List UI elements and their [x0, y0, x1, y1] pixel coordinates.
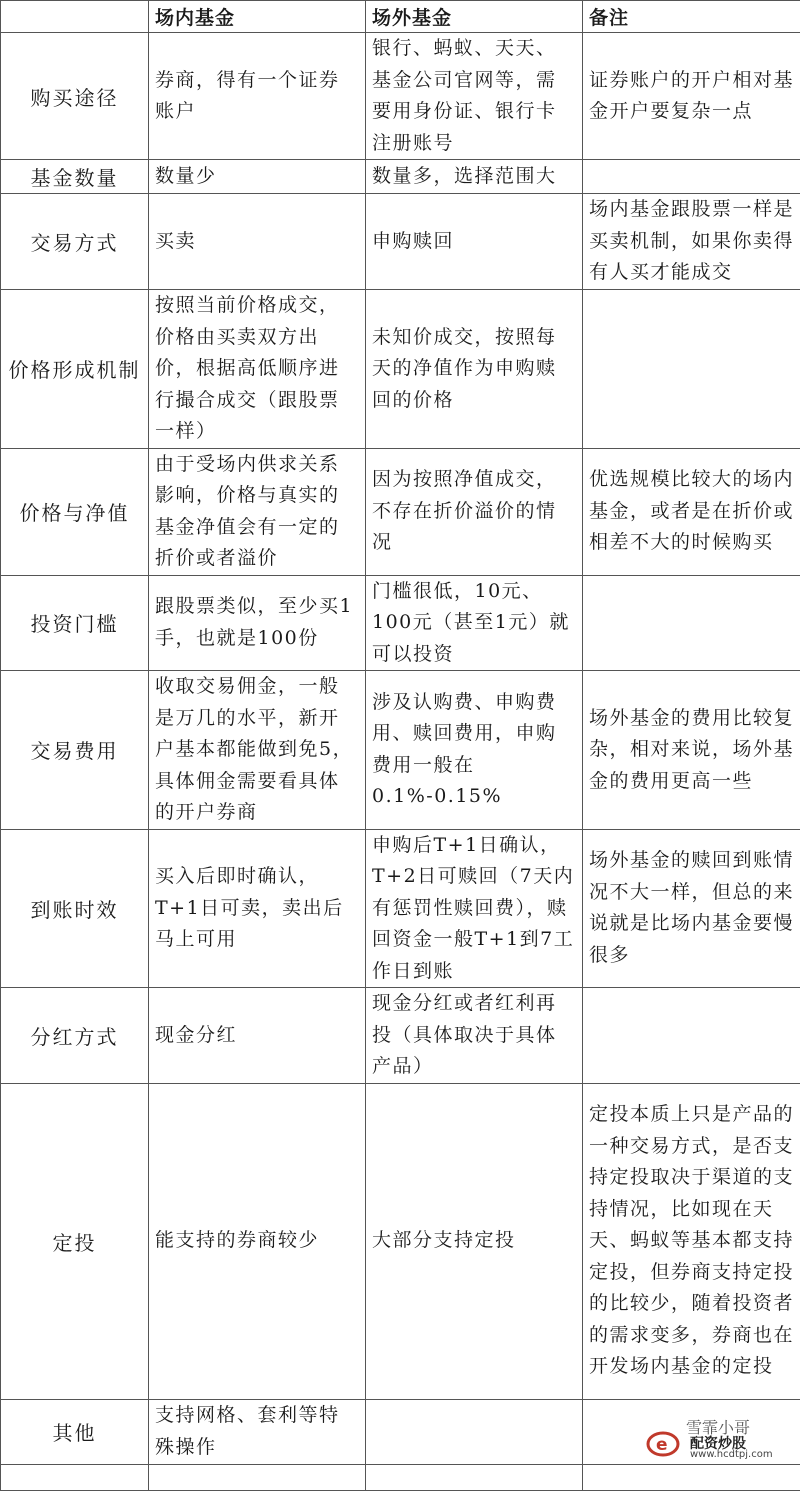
note-cell: 场内基金跟股票一样是买卖机制，如果你卖得有人买才能成交 — [583, 194, 800, 290]
watermark-brand: 配资炒股 — [690, 1433, 746, 1453]
row-label: 交易方式 — [1, 194, 149, 290]
table-row — [1, 448, 800, 575]
inside-fund-cell: 买入后即时确认，T+1日可卖，卖出后马上可用 — [149, 829, 366, 988]
outside-fund-cell: 申购赎回 — [366, 194, 583, 290]
row-label: 价格与净值 — [1, 448, 149, 575]
row-label: 基金数量 — [1, 160, 149, 194]
row-label: 交易费用 — [1, 671, 149, 830]
inside-fund-cell: 按照当前价格成交，价格由买卖双方出价，根据高低顺序进行撮合成交（跟股票一样） — [149, 290, 366, 449]
note-cell — [583, 160, 800, 194]
note-cell: 定投本质上只是产品的一种交易方式，是否支持定投取决于渠道的支持情况，比如现在天天、蚂蚁等基本都支持定投，但券商支持定投的比较少，随着投资者的需求变多，券商也在开发场内基金的定投 — [583, 1083, 800, 1399]
table-row — [1, 671, 800, 830]
inside-fund-cell: 跟股票类似，至少买1手，也就是100份 — [149, 575, 366, 671]
note-cell — [583, 1464, 800, 1490]
svg-text:e: e — [656, 1435, 668, 1455]
row-label: 价格形成机制 — [1, 290, 149, 449]
note-cell: 证券账户的开户相对基金开户要复杂一点 — [583, 33, 800, 160]
outside-fund-cell — [366, 1464, 583, 1490]
table-row — [1, 160, 800, 194]
table-header-row — [1, 1, 800, 33]
note-cell: 场外基金的费用比较复杂，相对来说，场外基金的费用更高一些 — [583, 671, 800, 830]
brand-logo-icon — [646, 1429, 682, 1457]
watermark-author: 雪霏小哥 — [686, 1415, 750, 1438]
header-note: 备注 — [583, 1, 800, 33]
row-label: 购买途径 — [1, 33, 149, 160]
table-row — [1, 290, 800, 449]
header-corner — [1, 1, 149, 33]
outside-fund-cell — [366, 1399, 583, 1464]
outside-fund-cell: 因为按照净值成交，不存在折价溢价的情况 — [366, 448, 583, 575]
row-label: 定投 — [1, 1083, 149, 1399]
table-row — [1, 33, 800, 160]
inside-fund-cell: 数量少 — [149, 160, 366, 194]
outside-fund-cell: 大部分支持定投 — [366, 1083, 583, 1399]
table-row — [1, 575, 800, 671]
outside-fund-cell: 申购后T+1日确认，T+2日可赎回（7天内有惩罚性赎回费），赎回资金一般T+1到7工作日到账 — [366, 829, 583, 988]
watermark-url: www.hcdtpj.com — [690, 1449, 773, 1460]
inside-fund-cell: 券商，得有一个证券账户 — [149, 33, 366, 160]
inside-fund-cell: 收取交易佣金，一般是万几的水平，新开户基本都能做到免5，具体佣金需要看具体的开户券商 — [149, 671, 366, 830]
note-cell — [583, 290, 800, 449]
row-label: 投资门槛 — [1, 575, 149, 671]
inside-fund-cell — [149, 1464, 366, 1490]
outside-fund-cell: 银行、蚂蚁、天天、基金公司官网等，需要用身份证、银行卡注册账号 — [366, 33, 583, 160]
note-cell — [583, 575, 800, 671]
inside-fund-cell: 能支持的券商较少 — [149, 1083, 366, 1399]
row-label: 其他 — [1, 1399, 149, 1464]
outside-fund-cell: 未知价成交，按照每天的净值作为申购赎回的价格 — [366, 290, 583, 449]
inside-fund-cell: 支持网格、套利等特殊操作 — [149, 1399, 366, 1464]
outside-fund-cell: 现金分红或者红利再投（具体取决于具体产品） — [366, 988, 583, 1084]
row-label: 分红方式 — [1, 988, 149, 1084]
note-cell — [583, 988, 800, 1084]
watermark — [646, 1415, 786, 1459]
inside-fund-cell: 由于受场内供求关系影响，价格与真实的基金净值会有一定的折价或者溢价 — [149, 448, 366, 575]
inside-fund-cell: 买卖 — [149, 194, 366, 290]
table-row — [1, 1083, 800, 1399]
row-label: 到账时效 — [1, 829, 149, 988]
table-row — [1, 988, 800, 1084]
note-cell: 优选规模比较大的场内基金，或者是在折价或相差不大的时候购买 — [583, 448, 800, 575]
inside-fund-cell: 现金分红 — [149, 988, 366, 1084]
note-cell: 场外基金的赎回到账情况不大一样，但总的来说就是比场内基金要慢很多 — [583, 829, 800, 988]
header-outside-fund: 场外基金 — [366, 1, 583, 33]
table-row — [1, 829, 800, 988]
header-inside-fund: 场内基金 — [149, 1, 366, 33]
outside-fund-cell: 门槛很低，10元、100元（甚至1元）就可以投资 — [366, 575, 583, 671]
table-row — [1, 194, 800, 290]
outside-fund-cell: 涉及认购费、申购费用、赎回费用，申购费用一般在0.1%-0.15% — [366, 671, 583, 830]
row-label — [1, 1464, 149, 1490]
outside-fund-cell: 数量多，选择范围大 — [366, 160, 583, 194]
table-row — [1, 1464, 800, 1490]
